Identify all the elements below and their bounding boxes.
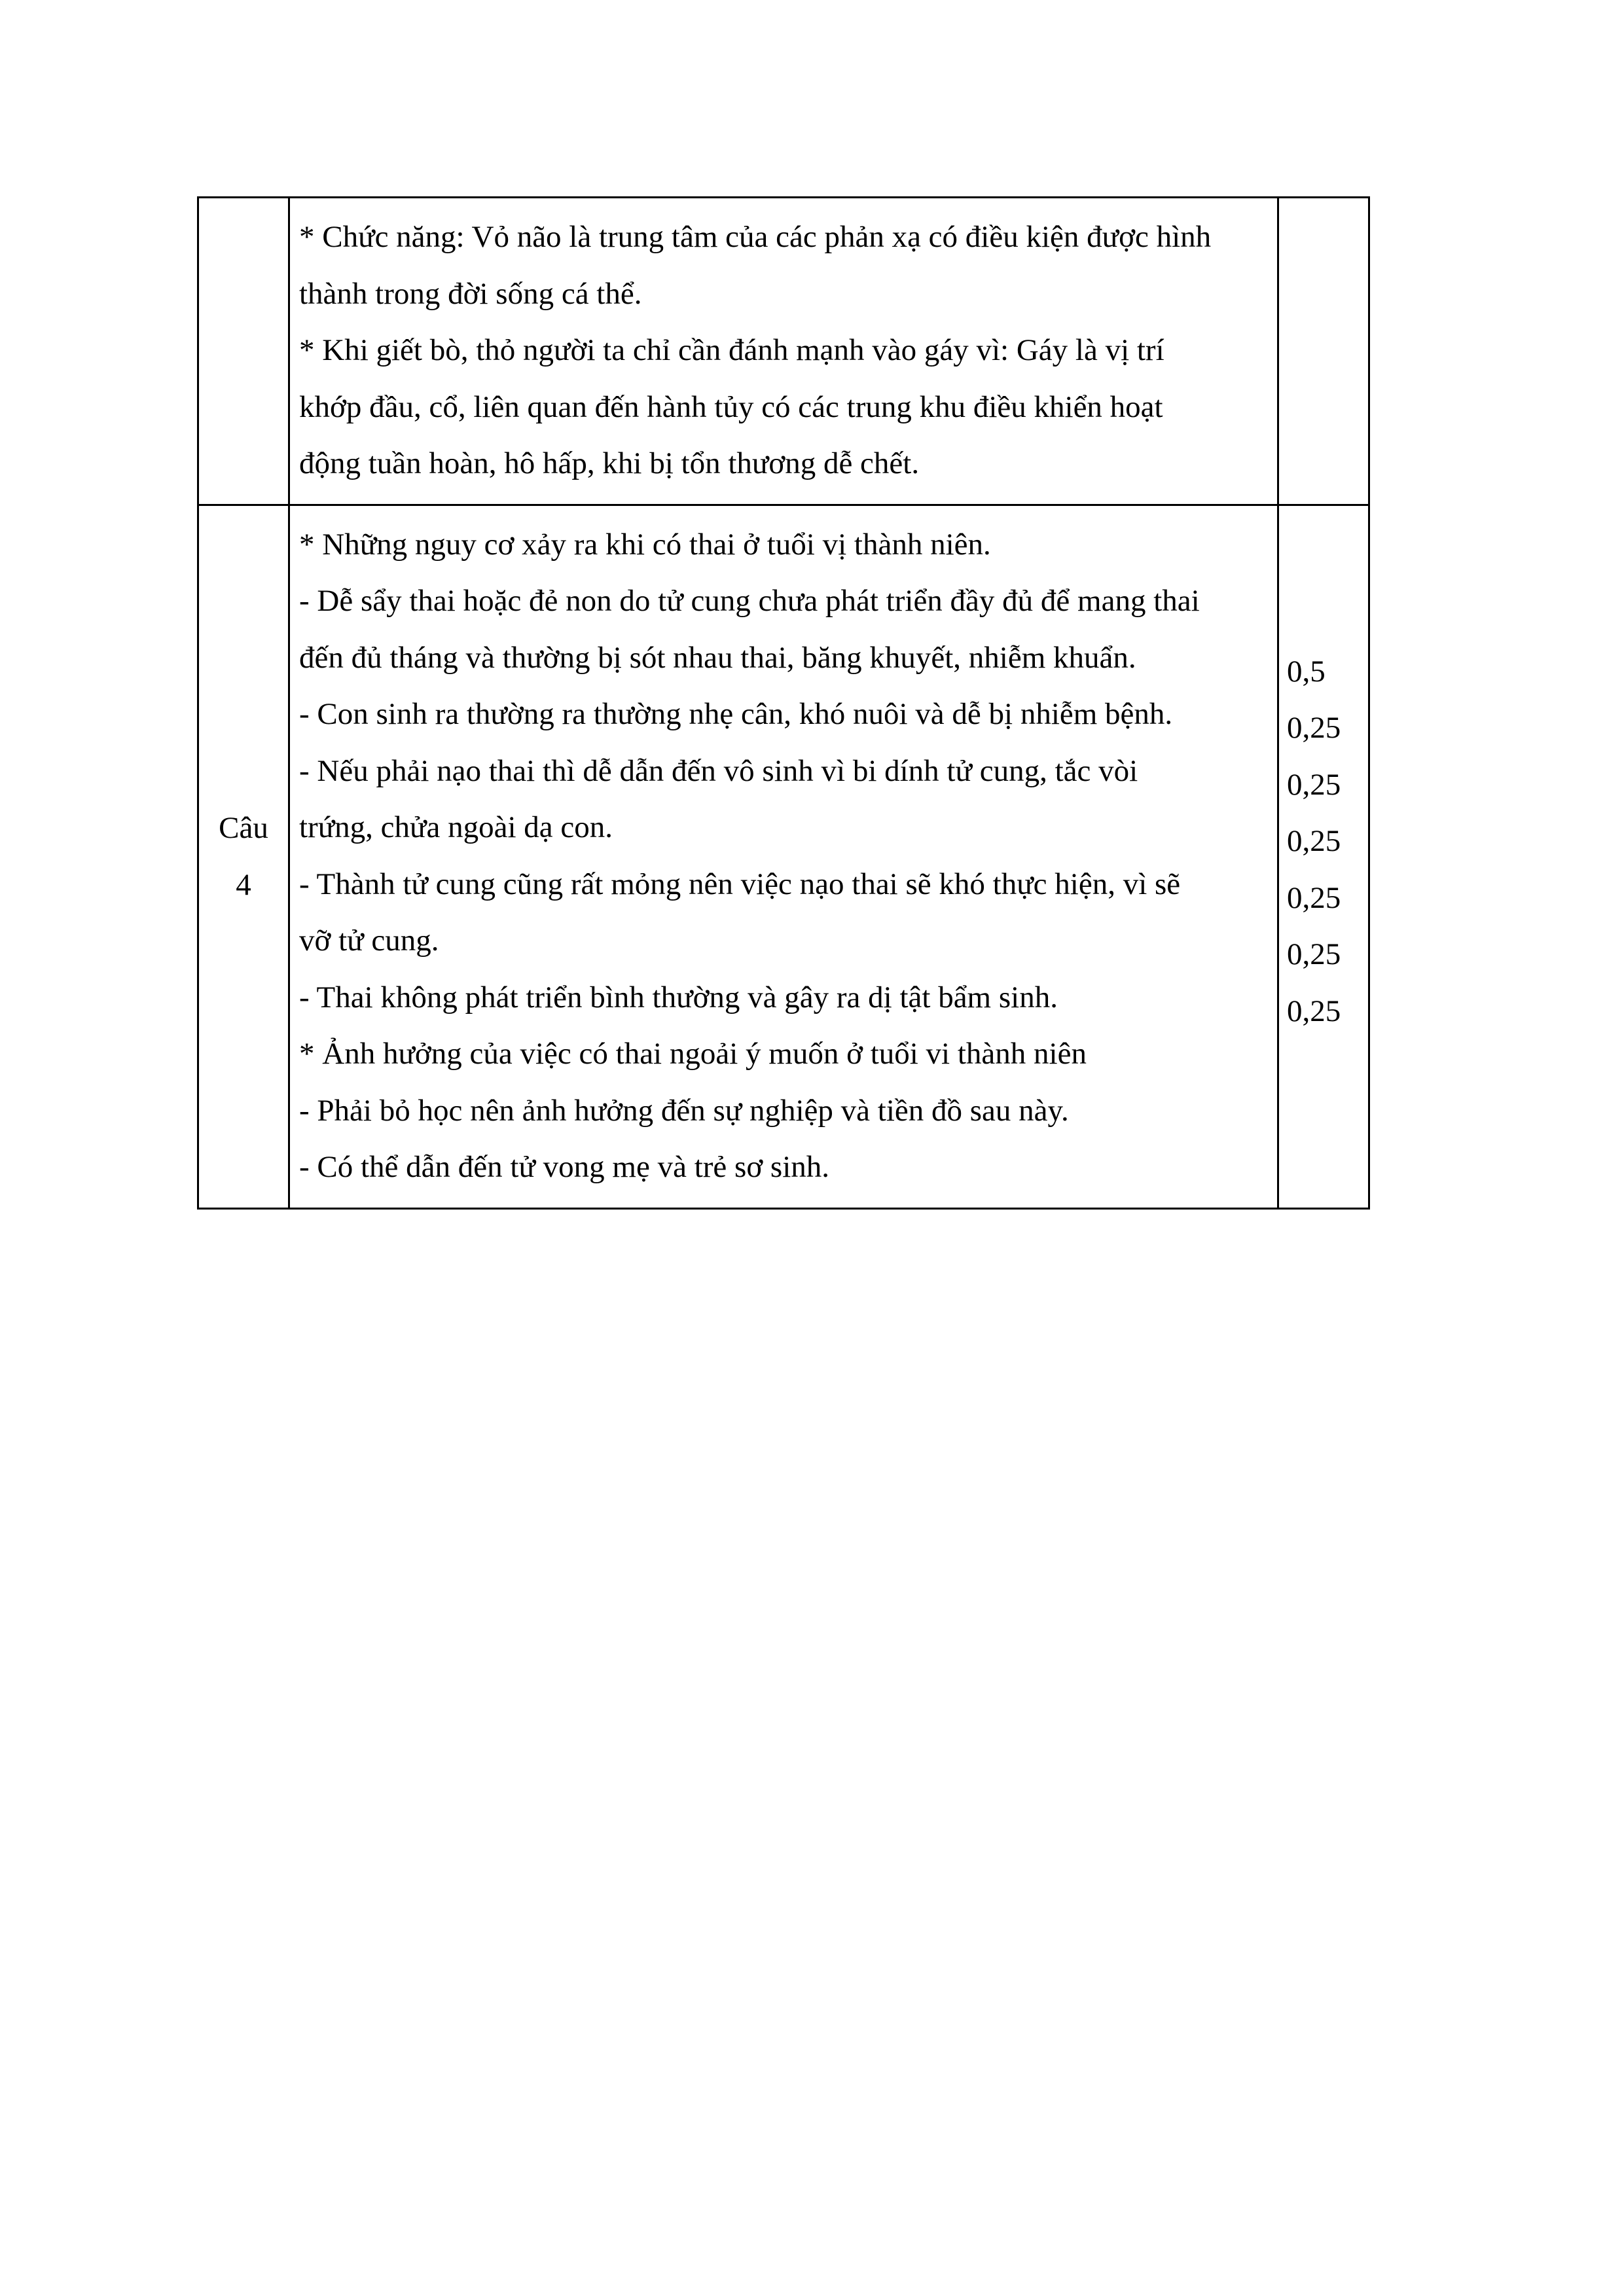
answer-line: vỡ tử cung. — [299, 924, 439, 958]
score-value: 0,25 — [1287, 824, 1341, 858]
score-cell — [1278, 198, 1369, 505]
question-number: 4 — [236, 867, 251, 902]
question-cell — [198, 198, 289, 505]
score-value: 0,25 — [1287, 880, 1341, 915]
answer-line: trứng, chửa ngoài dạ con. — [299, 810, 613, 844]
score-value: 0,25 — [1287, 937, 1341, 971]
answer-line: * Những nguy cơ xảy ra khi có thai ở tuổi vị thành niên. — [299, 527, 991, 562]
score-cell — [1278, 505, 1369, 1208]
answer-table — [197, 196, 1370, 1210]
answer-line: đến đủ tháng và thường bị sót nhau thai, băng khuyết, nhiễm khuẩn. — [299, 640, 1136, 675]
question-cell — [198, 505, 289, 1208]
answer-line: - Dễ sẩy thai hoặc đẻ non do tử cung chưa phát triển đầy đủ để mang thai — [299, 584, 1200, 618]
score-value: 0,5 — [1287, 654, 1326, 689]
answer-line: - Nếu phải nạo thai thì dễ dẫn đến vô sinh vì bi dính tử cung, tắc vòi — [299, 753, 1138, 788]
answer-line: - Phải bỏ học nên ảnh hưởng đến sự nghiệp và tiền đồ sau này. — [299, 1093, 1069, 1128]
question-label: Câu — [219, 811, 268, 845]
answer-line: - Có thể dẫn đến tử vong mẹ và trẻ sơ sinh. — [299, 1150, 830, 1184]
answer-line: động tuần hoàn, hô hấp, khi bị tổn thương dễ chết. — [299, 446, 920, 480]
answer-line: - Thai không phát triển bình thường và gây ra dị tật bẩm sinh. — [299, 980, 1058, 1014]
score-value: 0,25 — [1287, 767, 1341, 802]
answer-line: thành trong đời sống cá thể. — [299, 276, 642, 311]
answer-line: khớp đầu, cổ, liên quan đến hành tủy có các trung khu điều khiển hoạt — [299, 389, 1163, 424]
table-row — [198, 505, 1369, 1208]
answer-line: - Thành tử cung cũng rất mỏng nên việc nạo thai sẽ khó thực hiện, vì sẽ — [299, 867, 1181, 901]
answer-content-cell — [289, 505, 1278, 1208]
answer-line: - Con sinh ra thường ra thường nhẹ cân, khó nuôi và dễ bị nhiễm bệnh. — [299, 697, 1173, 731]
answer-line: * Khi giết bò, thỏ người ta chỉ cần đánh mạnh vào gáy vì: Gáy là vị trí — [299, 333, 1164, 367]
score-value: 0,25 — [1287, 711, 1341, 745]
answer-content-cell — [289, 198, 1278, 505]
score-value: 0,25 — [1287, 994, 1341, 1028]
table-row — [198, 198, 1369, 505]
answer-line: * Chức năng: Vỏ não là trung tâm của các phản xạ có điều kiện được hình — [299, 220, 1212, 254]
answer-line: * Ảnh hưởng của việc có thai ngoải ý muốn ở tuổi vi thành niên — [299, 1037, 1087, 1071]
